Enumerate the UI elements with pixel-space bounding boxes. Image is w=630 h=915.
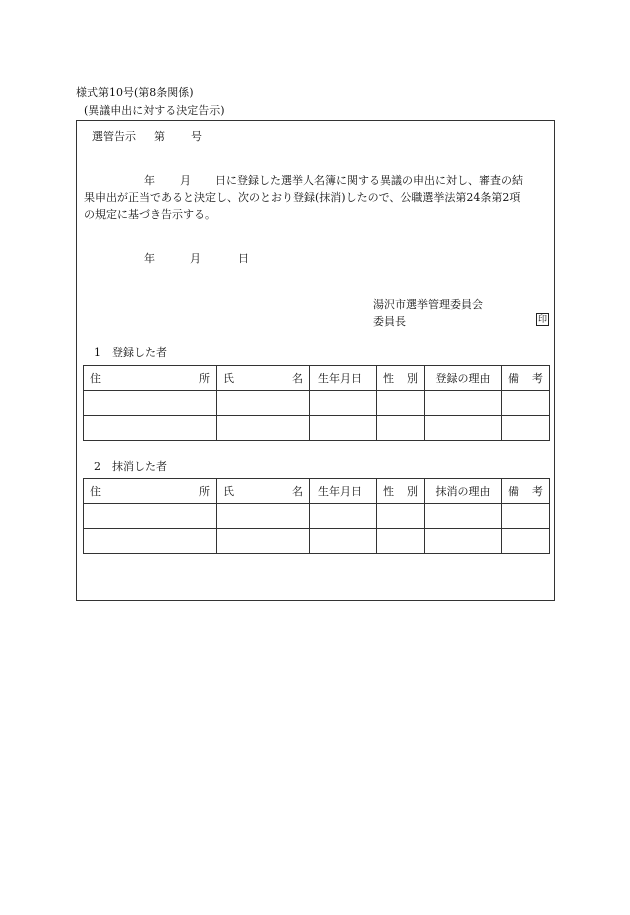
body-line-2: 果申出が正当であると決定し、次のとおり登録(抹消)したので、公職選挙法第24条第2項 [84,191,521,204]
table-row [84,529,550,554]
date-month: 月 [190,252,201,265]
header-sex: 性 別 [377,479,425,504]
table-row [84,504,550,529]
form-title: (異議申出に対する決定告示) [84,104,225,117]
header-remarks: 備 考 [502,366,550,391]
seal-mark: 印 [537,315,547,325]
body-line-1 [84,172,550,189]
section1-title: 1 登録した者 [94,346,167,359]
body-line-3: の規定に基づき告示する。 [84,208,216,221]
table-header-row [84,366,550,391]
cell-remarks [502,391,550,416]
cell-name [217,529,310,554]
notice-label: 選管告示 [92,130,136,143]
cell-name [217,504,310,529]
cell-reason [425,416,502,441]
registered-table [83,365,550,441]
chairman-label: 委員長 [373,315,406,328]
header-address: 住 所 [84,479,217,504]
date-year: 年 [144,252,155,265]
cell-birthdate [310,416,377,441]
header-sex: 性 別 [377,366,425,391]
header-remarks: 備 考 [502,479,550,504]
deleted-table [83,478,550,554]
date-day: 日 [238,252,249,265]
cell-remarks [502,529,550,554]
cell-address [84,504,217,529]
cell-address [84,529,217,554]
cell-remarks [502,416,550,441]
header-name: 氏 名 [217,479,310,504]
committee-name: 湯沢市選挙管理委員会 [373,298,483,311]
cell-sex [377,504,425,529]
cell-reason [425,391,502,416]
header-reason: 登録の理由 [425,366,502,391]
header-reason: 抹消の理由 [425,479,502,504]
cell-reason [425,529,502,554]
notice-dai: 第 [154,130,165,143]
header-name: 氏 名 [217,366,310,391]
header-address: 住 所 [84,366,217,391]
body-line-1-text: 日に登録した選挙人名簿に関する異議の申出に対し、審査の結 [215,174,523,187]
cell-sex [377,529,425,554]
body-year: 年 [144,174,155,187]
header-birthdate: 生年月日 [310,366,377,391]
cell-sex [377,391,425,416]
cell-remarks [502,504,550,529]
cell-birthdate [310,529,377,554]
body-month: 月 [180,174,191,187]
table-row [84,391,550,416]
cell-reason [425,504,502,529]
cell-birthdate [310,391,377,416]
notice-body [84,172,550,223]
notice-go: 号 [191,130,202,143]
cell-name [217,391,310,416]
cell-address [84,391,217,416]
cell-address [84,416,217,441]
cell-sex [377,416,425,441]
section2-title: 2 抹消した者 [94,460,167,473]
form-number: 様式第10号(第8条関係) [76,86,194,99]
table-row [84,416,550,441]
header-birthdate: 生年月日 [310,479,377,504]
cell-birthdate [310,504,377,529]
cell-name [217,416,310,441]
table-header-row [84,479,550,504]
